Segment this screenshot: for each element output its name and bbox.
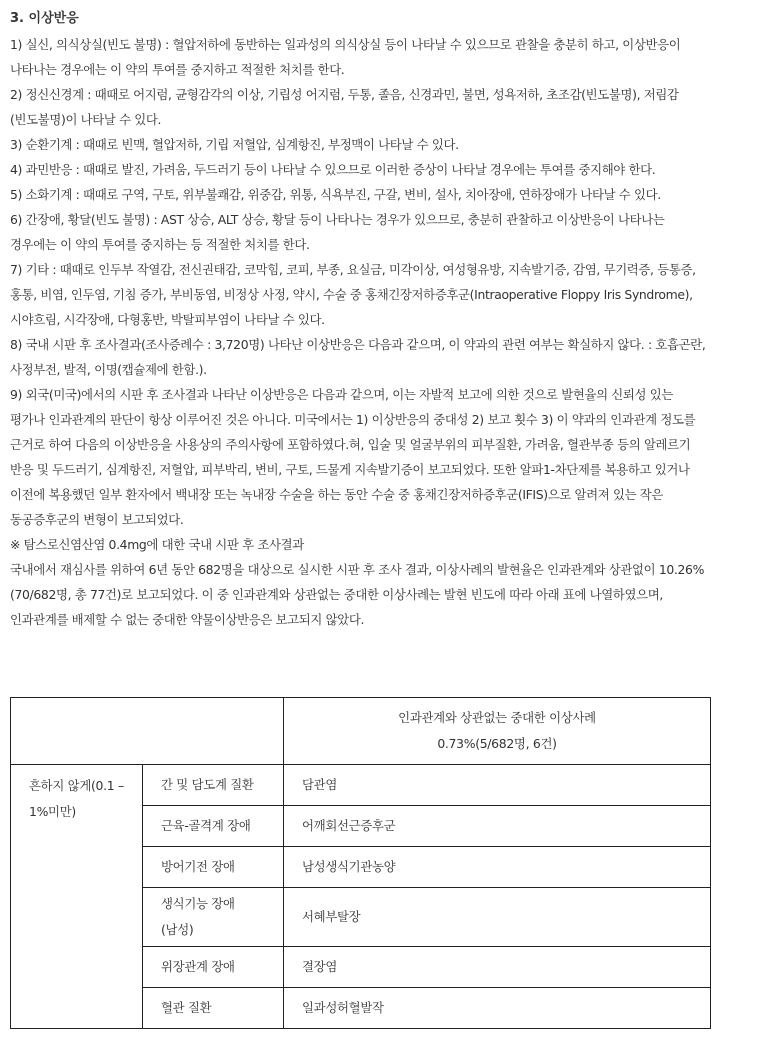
frequency-cell: 흔하지 않게(0.1 – 1%미만): [11, 765, 143, 1029]
event-cell: 담관염: [284, 765, 711, 806]
paragraph-reexamination: 국내에서 재심사를 위하여 6년 동안 682명을 대상으로 실시한 시판 후 조사 결과, 이상사례의 발현율은 인과관계와 상관없이 10.26%(70/682명, 총 77건)로 보고되었다. 이 중 인과관계와 상관없는 중대한 이상사례는 발현 빈도에 따라 아래 표에 나열하였으며, 인과관계를 배제할 수 없는 중대한 약물이상반응은 보고되지 않았다.: [10, 562, 705, 627]
event-cell: 서혜부탈장: [284, 888, 711, 947]
paragraph-foreign-survey: 9) 외국(미국)에서의 시판 후 조사결과 나타난 이상반응은 다음과 같으며, 이는 자발적 보고에 의한 것으로 발현율의 신뢰성 있는 평가나 인과관계의 판단이 항상 이루어진 것은 아니다. 미국에서는 1) 이상반응의 중대성 2) 보고 횟수 3) 이 약과의 인과관계 정도를 근거로 하여 다음의 이상반응을 사용상의 주의사항에 포함하였다.혀, 입술 및 얼굴부위의 피부질환, 가려움, 혈관부종 등의 알레르기 반응 및 두드러기, 심계항진, 저혈압, 피부박리, 변비, 구토, 드물게 지속발기증이 보고되었다. 또한 알파1-차단제를 복용하고 있거나 이전에 복용했던 일부 환자에서 백내장 또는 녹내장 수술을 하는 동안 수술 중 홍채긴장저하증후군(IFIS)으로 알려져 있는 작은 동공증후군의 변형이 보고되었다.: [10, 387, 696, 527]
note-tamsulosin: ※ 탐스로신염산염 0.4mg에 대한 국내 시판 후 조사결과: [10, 537, 304, 552]
system-cell: 간 및 담도계 질환: [143, 765, 284, 806]
document-body: [10, 8, 710, 632]
paragraph-cardio: 3) 순환기계 : 때때로 빈맥, 혈압저하, 기립 저혈압, 심계항진, 부정맥이 나타날 수 있다.: [10, 137, 459, 152]
section-title: 3. 이상반응: [10, 11, 79, 26]
table-row: [11, 765, 711, 806]
paragraph-digestive: 5) 소화기계 : 때때로 구역, 구토, 위부불쾌감, 위중감, 위통, 식욕부진, 구갈, 변비, 설사, 치아장애, 연하장애가 나타날 수 있다.: [10, 187, 661, 202]
table-header-row: [11, 698, 711, 765]
header-blank-cell: [11, 698, 284, 765]
event-cell: 일과성허혈발작: [284, 988, 711, 1029]
paragraph-other: 7) 기타 : 때때로 인두부 작열감, 전신권태감, 코막힘, 코피, 부종, 요실금, 미각이상, 여성형유방, 지속발기증, 감염, 무기력증, 등통증, 홍통, 비염, 인두염, 기침 증가, 부비동염, 비정상 사정, 약시, 수술 중 홍채긴장저하증후군(Intraoperative Floppy Iris Syndrome), 시야흐림, 시각장애, 다형홍반, 박탈피부염이 나타날 수 있다.: [10, 262, 696, 327]
paragraph-syncope: 1) 실신, 의식상실(빈도 불명) : 혈압저하에 동반하는 일과성의 의식상실 등이 나타날 수 있으므로 관찰을 충분히 하고, 이상반응이 나타나는 경우에는 이 약의 투여를 중지하고 적절한 처치를 한다.: [10, 37, 681, 77]
paragraph-liver: 6) 간장애, 황달(빈도 불명) : AST 상승, ALT 상승, 황달 등이 나타나는 경우가 있으므로, 충분히 관찰하고 이상반응이 나타나는 경우에는 이 약의 투여를 중지하는 등 적절한 처치를 한다.: [10, 212, 665, 252]
system-cell: 혈관 질환: [143, 988, 284, 1029]
adverse-events-table: [10, 697, 711, 1029]
event-cell: 결장염: [284, 947, 711, 988]
paragraph-neuro: 2) 정신신경계 : 때때로 어지럼, 균형감각의 이상, 기립성 어지럼, 두통, 졸음, 신경과민, 불면, 성욕저하, 초조감(빈도불명), 저림감(빈도불명)이 나타날 수 있다.: [10, 87, 679, 127]
system-cell: 위장관계 장애: [143, 947, 284, 988]
event-cell: 남성생식기관농양: [284, 847, 711, 888]
system-cell: 생식기능 장애(남성): [143, 888, 284, 947]
system-cell: 방어기전 장애: [143, 847, 284, 888]
header-cell: [284, 698, 711, 765]
paragraph-domestic-survey: 8) 국내 시판 후 조사결과(조사증례수 : 3,720명) 나타난 이상반응은 다음과 같으며, 이 약과의 관련 여부는 확실하지 않다. : 호흡곤란, 사정부전, 발적, 이명(캡슐제에 한함.).: [10, 337, 706, 377]
paragraph-hypersensitivity: 4) 과민반응 : 때때로 발진, 가려움, 두드러기 등이 나타날 수 있으므로 이러한 증상이 나타날 경우에는 투여를 중지해야 한다.: [10, 162, 656, 177]
system-cell: 근육-골격계 장애: [143, 806, 284, 847]
header-title: 인과관계와 상관없는 중대한 이상사례: [398, 710, 596, 725]
event-cell: 어깨회선근증후군: [284, 806, 711, 847]
header-rate: 0.73%(5/682명, 6건): [437, 736, 557, 751]
